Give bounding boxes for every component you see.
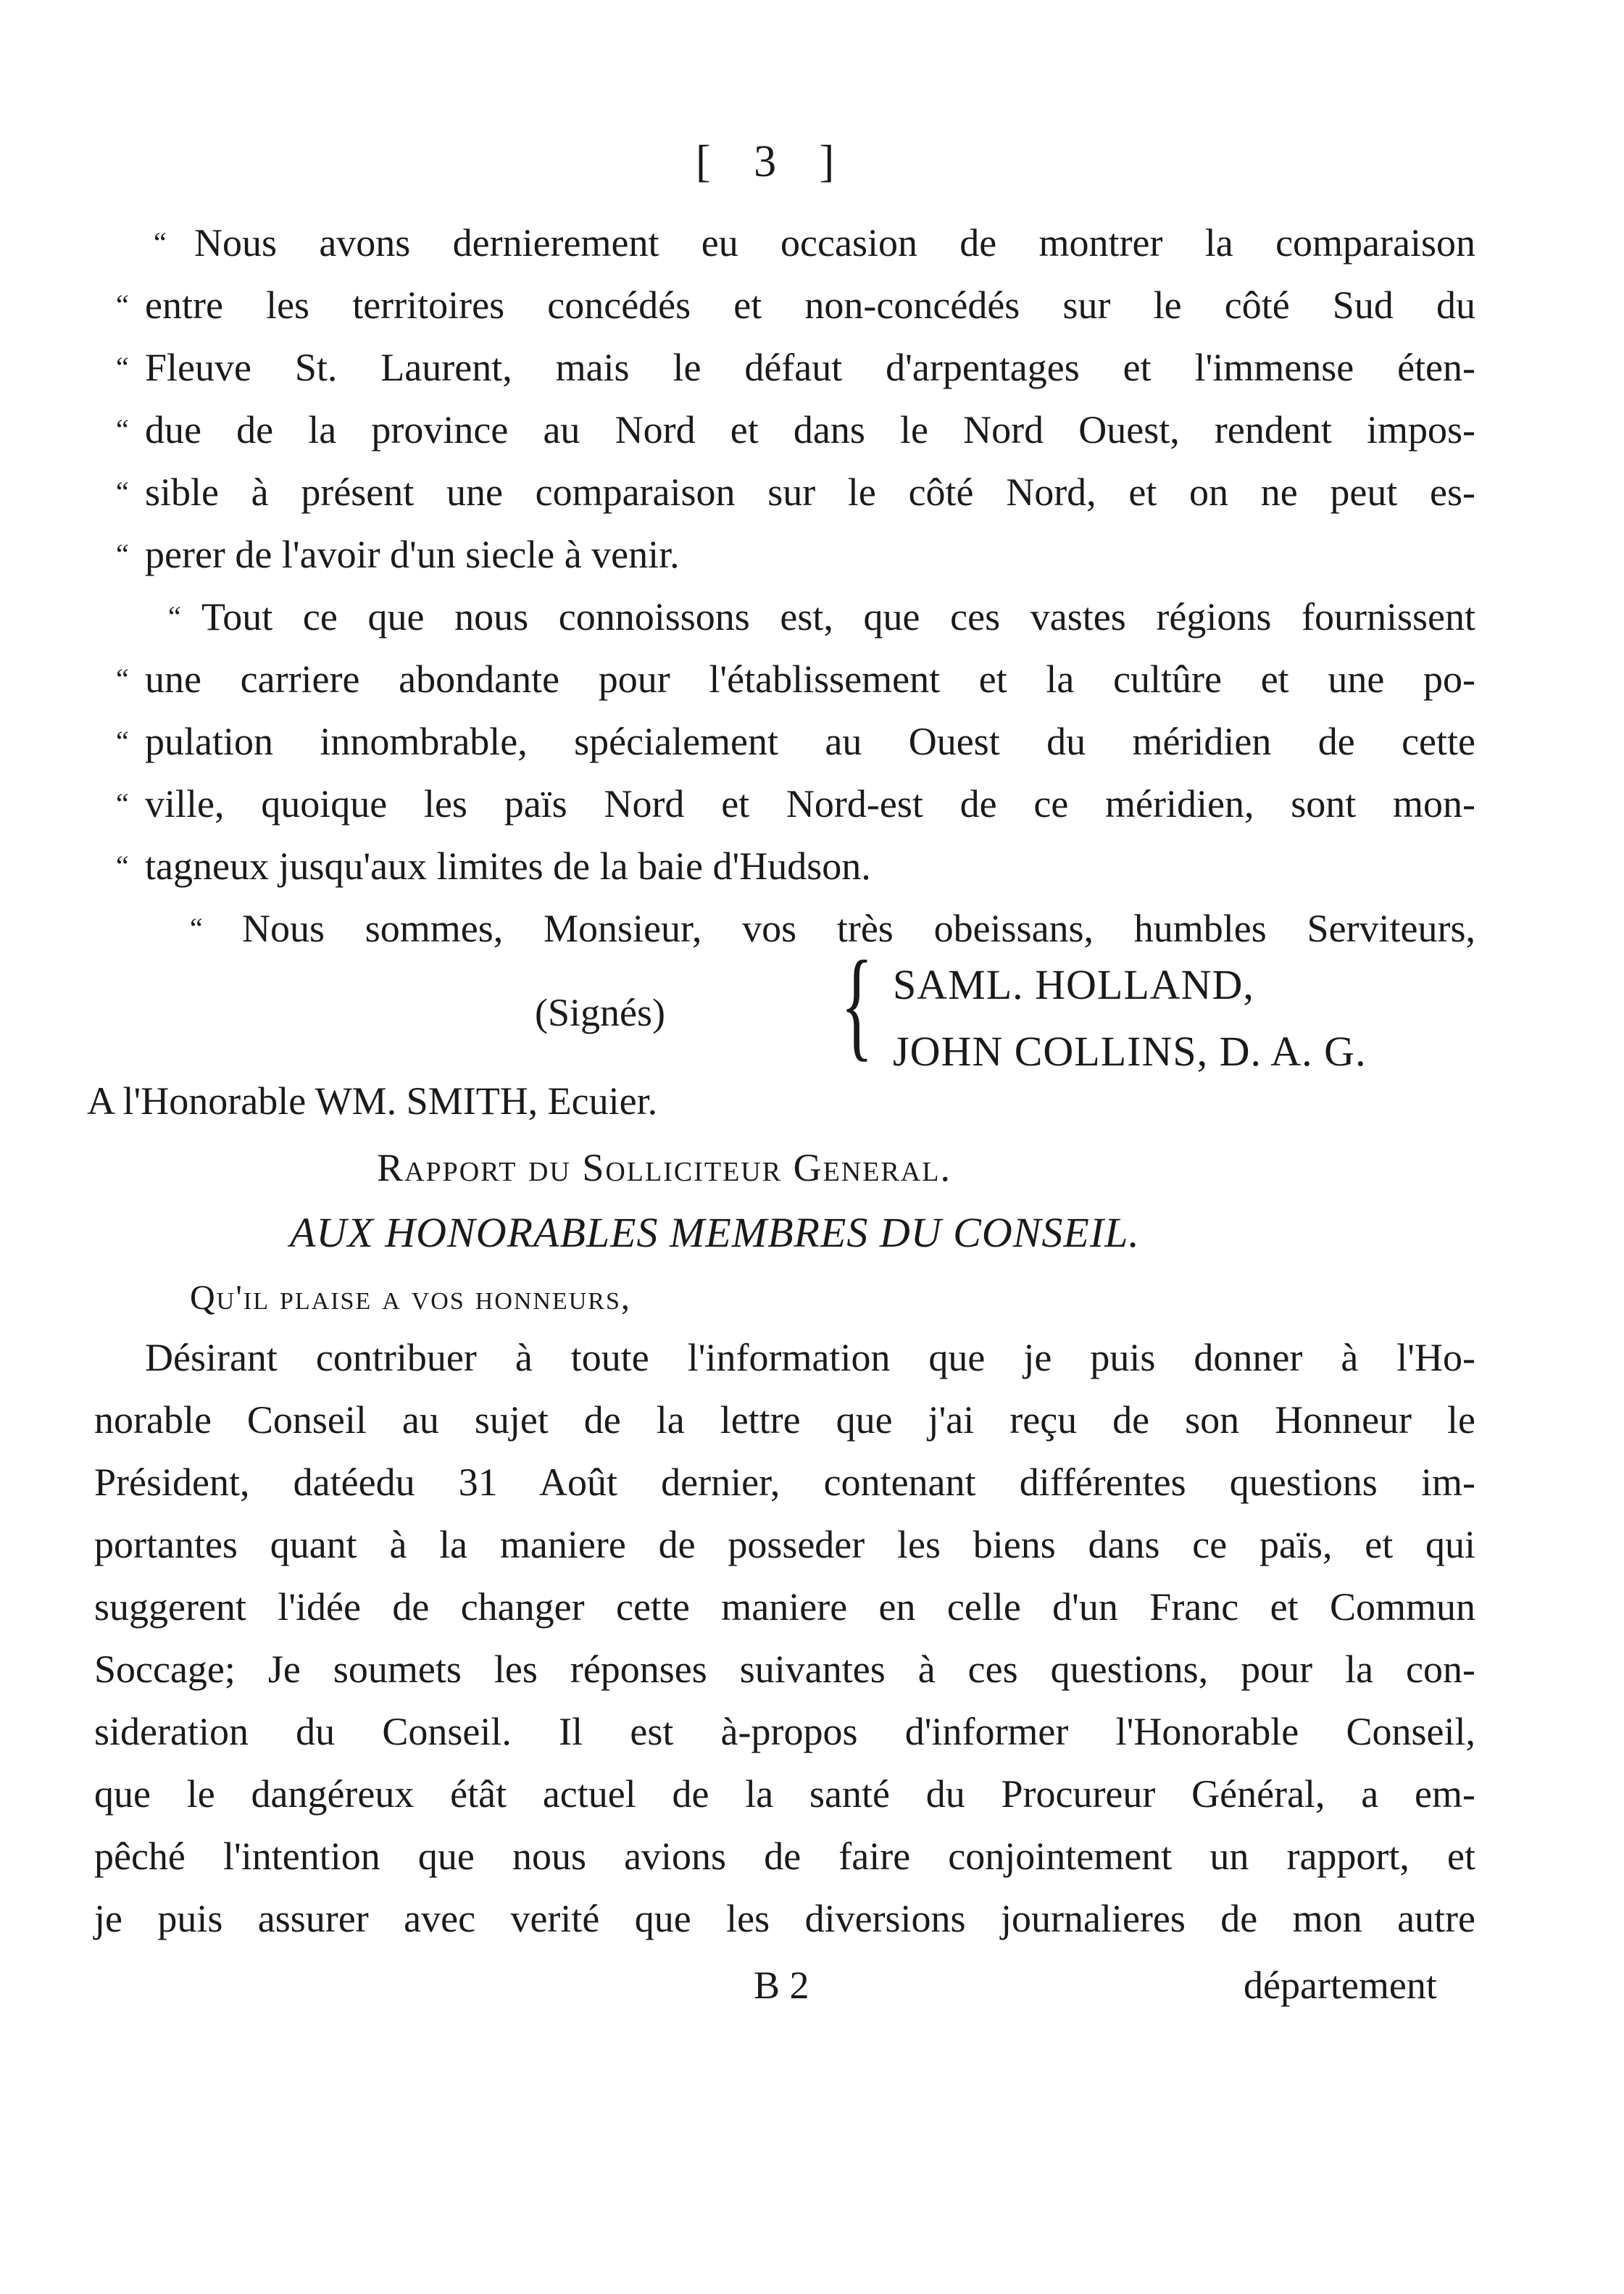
report-line: pêché l'intention que nous avions de faire conjointement un rapport, et <box>94 1834 1475 1878</box>
report-line: suggerent l'idée de changer cette maniere en celle d'un Franc et Commun <box>94 1585 1475 1629</box>
letter-line: perer de l'avoir d'un siecle à venir. <box>145 533 680 576</box>
signatory-collins: JOHN COLLINS, D. A. G. <box>893 1028 1367 1075</box>
quote-mark: “ <box>116 662 129 695</box>
quote-mark: “ <box>168 600 181 633</box>
addressee-line: A l'Honorable WM. SMITH, Ecuier. <box>87 1079 658 1123</box>
report-line: norable Conseil au sujet de la lettre que j'ai reçu de son Honneur le <box>94 1398 1475 1442</box>
letter-line: due de la province au Nord et dans le Nord Ouest, rendent impos- <box>145 408 1475 452</box>
letter-line: Tout ce que nous connoissons est, que ces vastes régions fournissent <box>201 595 1475 639</box>
quote-mark: “ <box>116 538 129 570</box>
letter-line: ville, quoique les païs Nord et Nord-est de ce méridien, sont mon- <box>145 782 1475 826</box>
letter-line: tagneux jusqu'aux limites de la baie d'Hudson. <box>145 844 871 888</box>
catchword: département <box>1244 1963 1437 2007</box>
letter-line: entre les territoires concédés et non-concédés sur le côté Sud du <box>145 283 1475 327</box>
report-line: sideration du Conseil. Il est à-propos d'informer l'Honorable Conseil, <box>94 1710 1475 1753</box>
report-line: que le dangéreux étât actuel de la santé du Procureur Général, a em- <box>94 1772 1475 1816</box>
report-line: Président, datéedu 31 Août dernier, contenant différentes questions im- <box>94 1460 1475 1504</box>
letter-line: Nous sommes, Monsieur, vos très obeissans, humbles Serviteurs, <box>242 907 1475 950</box>
report-subheading: AUX HONORABLES MEMBRES DU CONSEIL. <box>290 1209 1140 1256</box>
quote-mark: “ <box>116 787 129 820</box>
letter-line: pulation innombrable, spécialement au Ouest du méridien de cette <box>145 720 1475 763</box>
report-heading: Rapport du Solliciteur General. <box>377 1146 952 1189</box>
quote-mark: “ <box>116 288 129 321</box>
quote-mark: “ <box>116 725 129 757</box>
page-number: [ 3 ] <box>696 137 851 186</box>
letter-line: Nous avons dernierement eu occasion de montrer la comparaison <box>194 221 1475 265</box>
quote-mark: “ <box>154 226 167 259</box>
report-line: Soccage; Je soumets les réponses suivantes à ces questions, pour la con- <box>94 1647 1475 1691</box>
report-line: portantes quant à la maniere de posseder les biens dans ce païs, et qui <box>94 1523 1475 1566</box>
signature-mark: B 2 <box>754 1963 809 2007</box>
report-line: je puis assurer avec verité que les diversions journalieres de mon autre <box>94 1897 1475 1940</box>
signed-label: (Signés) <box>535 991 665 1034</box>
letter-line: sible à présent une comparaison sur le côté Nord, et on ne peut es- <box>145 470 1475 514</box>
quote-mark: “ <box>116 475 129 508</box>
report-line: Désirant contribuer à toute l'information que je puis donner à l'Ho- <box>145 1336 1475 1379</box>
signatory-holland: SAML. HOLLAND, <box>893 961 1254 1008</box>
quote-mark: “ <box>116 351 129 383</box>
letter-line: une carriere abondante pour l'établissement et la cultûre et une po- <box>145 657 1475 701</box>
quote-mark: “ <box>116 413 129 446</box>
report-salutation: Qu'il plaise a vos honneurs, <box>190 1279 631 1317</box>
letter-line: Fleuve St. Laurent, mais le défaut d'arpentages et l'immense éten- <box>145 346 1475 389</box>
signature-brace: { <box>841 936 873 1072</box>
quote-mark: “ <box>190 912 203 944</box>
quote-mark: “ <box>116 849 129 882</box>
